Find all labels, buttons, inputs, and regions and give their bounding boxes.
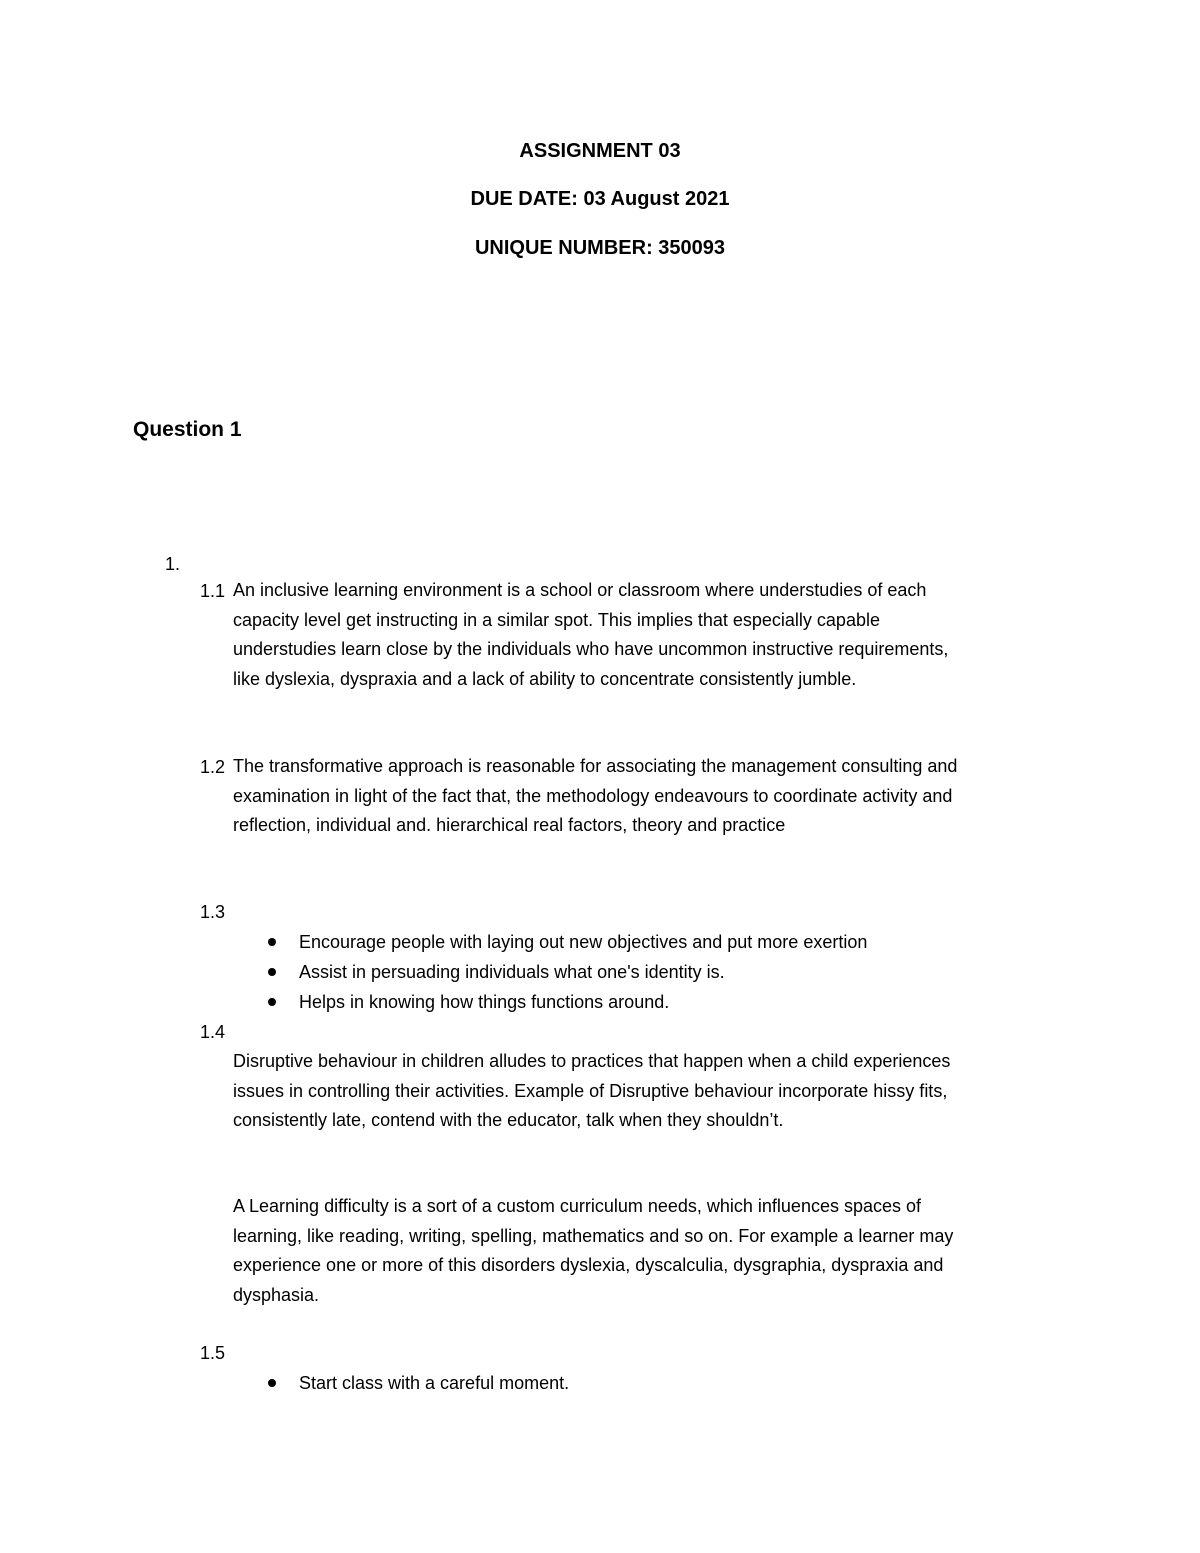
assignment-title: ASSIGNMENT 03: [519, 140, 681, 162]
section-label-1-2: 1.2: [200, 757, 226, 777]
section-text-1-2: The transformative approach is reasonable for associating the management consulting and examination in light of the fact that, the methodology endeavours to coordinate activity and reflection, individual and. hierarchical real factors, theory and practice: [233, 756, 958, 835]
list-item: [268, 957, 867, 987]
list-item: [268, 987, 867, 1017]
bullet-icon: [268, 998, 276, 1006]
list-item: [268, 1368, 569, 1398]
list-item: [268, 927, 867, 957]
section-label-1-4: 1.4: [200, 1022, 226, 1042]
bullet-list-1-3: [268, 927, 867, 1017]
bullet-text: Start class with a careful moment.: [299, 1373, 570, 1393]
section-label-1-5: 1.5: [200, 1343, 226, 1363]
section-text-1-4-paragraph-1: Disruptive behaviour in children alludes to practices that happen when a child experiences issues in controlling their activities. Example of Disruptive behaviour incorporate hissy fits, consistently late, contend with the educator, talk when they shouldn’t.: [233, 1051, 951, 1130]
bullet-list-1-5: [268, 1368, 569, 1398]
section-text-1-4-paragraph-2: A Learning difficulty is a sort of a custom curriculum needs, which influences spaces of learning, like reading, writing, spelling, mathematics and so on. For example a learner may experience one or more of this disorders dyslexia, dyscalculia, dysgraphia, dyspraxia and dysphasia.: [233, 1196, 954, 1305]
question-heading: Question 1: [133, 418, 242, 441]
question-number: 1.: [165, 554, 181, 574]
bullet-text: Helps in knowing how things functions around.: [299, 992, 670, 1012]
bullet-text: Assist in persuading individuals what one's identity is.: [299, 962, 725, 982]
section-label-1-3: 1.3: [200, 902, 226, 922]
unique-number: UNIQUE NUMBER: 350093: [474, 237, 726, 259]
bullet-icon: [268, 968, 276, 976]
bullet-text: Encourage people with laying out new objectives and put more exertion: [299, 932, 868, 952]
bullet-icon: [268, 1379, 276, 1387]
bullet-icon: [268, 938, 276, 946]
section-label-1-1: 1.1: [200, 581, 226, 601]
due-date: DUE DATE: 03 August 2021: [470, 188, 730, 210]
section-text-1-1: An inclusive learning environment is a school or classroom where understudies of each capacity level get instructing in a similar spot. This implies that especially capable understudies learn close by the individuals who have uncommon instructive requirements, like dyslexia, dyspraxia and a lack of ability to concentrate consistently jumble.: [233, 580, 949, 689]
